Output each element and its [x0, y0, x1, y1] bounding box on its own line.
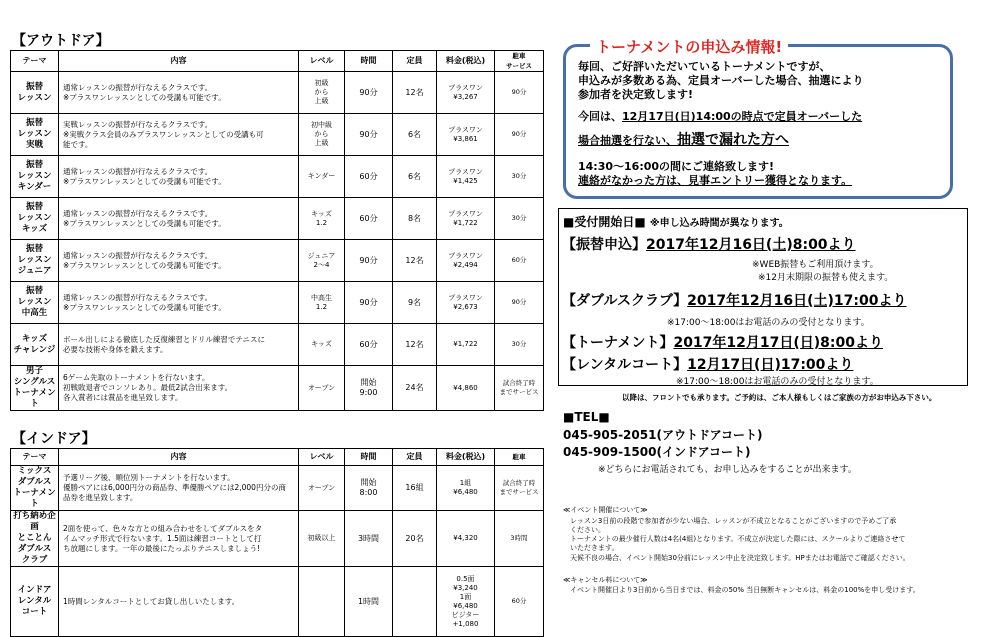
indoor-cell-cap: 16組 — [393, 466, 437, 511]
outdoor-cell-cap: 12名 — [393, 72, 437, 114]
outdoor-cell-theme: 振替 レッスン キッズ — [11, 198, 59, 240]
indoor-cell-time: 開始 8:00 — [345, 466, 393, 511]
outdoor-cell-parking: 90分 — [495, 114, 544, 156]
reception-head-a: ■受付開始日■ — [563, 215, 646, 229]
outdoor-cell-level: キンダー — [299, 156, 345, 198]
reception-rental — [562, 354, 853, 374]
outdoor-cell-fee: プラスワン ¥2,494 — [437, 240, 495, 282]
tournament-info-title: トーナメントの申込み情報! — [590, 36, 788, 57]
outdoor-cell-parking: 試合終了時 までサービス — [495, 366, 544, 411]
outdoor-cell-cap: 6名 — [393, 156, 437, 198]
outdoor-row — [11, 282, 544, 324]
tournament-line-5b: 抽選で漏れた方へ — [677, 132, 789, 148]
outdoor-cell-fee: プラスワン ¥1,722 — [437, 198, 495, 240]
indoor-cell-fee: 0.5面 ¥3,240 1面 ¥6,480 ビジター +1,080 — [437, 567, 495, 637]
outdoor-cell-fee: ¥4,860 — [437, 366, 495, 411]
outdoor-title: 【アウトドア】 — [12, 33, 110, 49]
tournament-line-4b: 12月17日(日)14:00の時点で定員オーバーした — [622, 110, 863, 123]
outdoor-cell-fee: プラスワン ¥1,425 — [437, 156, 495, 198]
rental-note: ※17:00～18:00はお電話のみの受付となります。 — [676, 377, 879, 387]
indoor-table — [10, 448, 544, 637]
rental-date: 12月17日(日)17:00より — [687, 357, 854, 373]
indoor-cell-theme: ミックス ダブルス トーナメント — [11, 466, 59, 511]
indoor-header-1: 内容 — [59, 449, 299, 466]
indoor-cell-cap — [393, 567, 437, 637]
outdoor-cell-content: 通常レッスンの振替が行なえるクラスです。 ※プラスワンレッスンとしての受講も可能です。 — [59, 198, 299, 240]
doubles-date: 2017年12月16日(土)17:00より — [687, 293, 907, 309]
indoor-header-4: 定員 — [393, 449, 437, 466]
outdoor-row — [11, 156, 544, 198]
tournament-line-7: 連絡がなかった方は、見事エントリー獲得となります。 — [578, 174, 853, 187]
outdoor-cell-level: キッズ — [299, 324, 345, 366]
cancel-notes-head: ≪キャンセル料について≫ — [563, 576, 648, 584]
tournament-line-1: 毎回、ご好評いただいているトーナメントですが、 — [578, 60, 831, 73]
tournament-line-4a: 今回は、 — [578, 110, 622, 123]
tournament-date: 2017年12月17日(日)8:00より — [673, 335, 884, 351]
outdoor-cell-content: ボール出しによる徹底した反復練習とドリル練習でテニスに 必要な技術や身体を鍛えます。 — [59, 324, 299, 366]
indoor-cell-content: 1時間レンタルコートとしてお貸し出しいたします。 — [59, 567, 299, 637]
outdoor-cell-parking: 90分 — [495, 72, 544, 114]
indoor-cell-content: 予選リーグ後、順位別トーナメントを行ないます。 優勝ペアには6,000円分の商品券、準優勝ペアには2,000円分の商 品券を進呈致します。 — [59, 466, 299, 511]
reception-doubles — [562, 290, 906, 310]
outdoor-header-1: 内容 — [59, 51, 299, 72]
outdoor-cell-theme: 振替 レッスン 中高生 — [11, 282, 59, 324]
outdoor-cell-parking: 60分 — [495, 240, 544, 282]
reception-head — [563, 213, 789, 230]
furikae-date: 2017年12月16日(土)8:00より — [646, 237, 856, 253]
indoor-cell-fee: ¥4,320 — [437, 511, 495, 567]
outdoor-header-5: 料金(税込) — [437, 51, 495, 72]
indoor-header-2: レベル — [299, 449, 345, 466]
outdoor-header-6: 駐車 サービス — [495, 51, 544, 72]
outdoor-table — [10, 50, 544, 411]
outdoor-header-4: 定員 — [393, 51, 437, 72]
tel-line-1[interactable]: 045-905-2051(アウトドアコート) — [563, 428, 763, 442]
indoor-cell-cap: 20名 — [393, 511, 437, 567]
outdoor-cell-theme: 振替 レッスン — [11, 72, 59, 114]
indoor-cell-level — [299, 567, 345, 637]
indoor-cell-fee: 1組 ¥6,480 — [437, 466, 495, 511]
outdoor-cell-time: 60分 — [345, 198, 393, 240]
indoor-row — [11, 567, 544, 637]
outdoor-header-0: テーマ — [11, 51, 59, 72]
outdoor-row — [11, 198, 544, 240]
outdoor-cell-cap: 24名 — [393, 366, 437, 411]
event-notes-l3: トーナメントの最少催行人数は4名(4組)となります。不成立が決定した際には、スクールよりご連絡させて — [570, 535, 906, 543]
rental-label: 【レンタルコート】 — [562, 357, 688, 373]
reception-head-b: ※申し込み時間が異なります。 — [649, 218, 789, 229]
outdoor-cell-parking: 90分 — [495, 282, 544, 324]
outdoor-cell-theme: 振替 レッスン ジュニア — [11, 240, 59, 282]
tournament-line-5 — [578, 133, 789, 148]
furikae-note-2: ※12月末期限の振替も使えます。 — [758, 273, 894, 283]
indoor-row — [11, 466, 544, 511]
outdoor-cell-level: キッズ 1.2 — [299, 198, 345, 240]
outdoor-cell-level: 中高生 1.2 — [299, 282, 345, 324]
event-notes-l5: 天候不良の場合、イベント開始30分前にレッスン中止を決定致します。HPまたはお電話でご確認ください。 — [570, 554, 910, 562]
outdoor-cell-cap: 12名 — [393, 324, 437, 366]
outdoor-cell-time: 90分 — [345, 114, 393, 156]
indoor-cell-level: 初級以上 — [299, 511, 345, 567]
indoor-cell-parking: 試合終了時 までサービス — [495, 466, 544, 511]
tournament-line-6: 14:30～16:00の間にご連絡致します! — [578, 160, 775, 173]
indoor-cell-parking: 60分 — [495, 567, 544, 637]
outdoor-cell-cap: 9名 — [393, 282, 437, 324]
outdoor-cell-theme: 振替 レッスン キンダー — [11, 156, 59, 198]
indoor-cell-content: 2面を使って、色々な方との組み合わせをしてダブルスをタ イムマッチ形式で行ないます。1.5面は練習コートとして打 ち放題にします。一年の最後にたっぷりテニスしましょう! — [59, 511, 299, 567]
outdoor-cell-fee: プラスワン ¥3,861 — [437, 114, 495, 156]
furikae-label: 【振替申込】 — [562, 237, 646, 253]
outdoor-cell-fee: プラスワン ¥3,267 — [437, 72, 495, 114]
event-notes-l1: レッスン3日前の段階で参加者が少ない場合、レッスンが不成立となることがございますので予めご了承 — [570, 517, 897, 525]
outdoor-cell-time: 60分 — [345, 324, 393, 366]
outdoor-header-2: レベル — [299, 51, 345, 72]
outdoor-cell-content: 通常レッスンの振替が行なえるクラスです。 ※プラスワンレッスンとしての受講も可能です。 — [59, 156, 299, 198]
cancel-notes-l1: イベント開催日より3日前から当日までは、料金の50% 当日無断キャンセルは、料金の100%を申し受けます。 — [570, 586, 920, 594]
outdoor-cell-cap: 8名 — [393, 198, 437, 240]
event-notes-l2: ください。 — [570, 526, 605, 534]
indoor-header-6: 駐車 — [495, 449, 544, 466]
outdoor-cell-content: 実戦レッスンの振替が行なえるクラスです。 ※実戦クラス会員のみプラスワンレッスンとしての受講も可 能です。 — [59, 114, 299, 156]
tournament-line-4 — [578, 110, 862, 124]
outdoor-row — [11, 366, 544, 411]
outdoor-row — [11, 324, 544, 366]
outdoor-row — [11, 240, 544, 282]
tel-line-2[interactable]: 045-909-1500(インドアコート) — [563, 445, 751, 459]
doubles-note: ※17:00～18:00はお電話のみの受付となります。 — [667, 318, 870, 328]
outdoor-cell-level: 初級 から 上級 — [299, 72, 345, 114]
tournament-line-2: 申込みが多数ある為、定員オーバーした場合、抽選により — [578, 74, 864, 87]
tournament-line-3: 参加者を決定致します! — [578, 88, 694, 101]
tournament-line-5a: 場合抽選を行ない、 — [578, 134, 677, 147]
reception-tournament — [562, 332, 883, 352]
outdoor-cell-parking: 30分 — [495, 198, 544, 240]
indoor-row — [11, 511, 544, 567]
indoor-cell-time: 1時間 — [345, 567, 393, 637]
outdoor-cell-fee: プラスワン ¥2,673 — [437, 282, 495, 324]
outdoor-cell-parking: 30分 — [495, 156, 544, 198]
outdoor-cell-time: 90分 — [345, 72, 393, 114]
outdoor-cell-level: 初中級 から 上級 — [299, 114, 345, 156]
outdoor-cell-content: 通常レッスンの振替が行なえるクラスです。 ※プラスワンレッスンとしての受講も可能です。 — [59, 240, 299, 282]
outdoor-header-3: 時間 — [345, 51, 393, 72]
outdoor-cell-time: 90分 — [345, 282, 393, 324]
outdoor-cell-parking: 30分 — [495, 324, 544, 366]
outdoor-cell-level: オープン — [299, 366, 345, 411]
after-note: 以降は、フロントでも承ります。ご予約は、ご本人様もしくはご家族の方がお申込み下さい。 — [622, 393, 937, 402]
indoor-cell-time: 3時間 — [345, 511, 393, 567]
outdoor-cell-cap: 12名 — [393, 240, 437, 282]
outdoor-cell-content: 6ゲーム先取のトーナメントを行ないます。 初戦敗退者でコンソレあり。最低2試合出来ます。 各入賞者には賞品を進呈致します。 — [59, 366, 299, 411]
outdoor-cell-theme: 振替 レッスン 実戦 — [11, 114, 59, 156]
event-notes-l4: いただきます。 — [570, 544, 619, 552]
furikae-note-1: ※WEB振替もご利用頂けます。 — [752, 260, 879, 270]
outdoor-cell-fee: ¥1,722 — [437, 324, 495, 366]
outdoor-cell-level: ジュニア 2～4 — [299, 240, 345, 282]
outdoor-row — [11, 114, 544, 156]
event-notes-head: ≪イベント開催について≫ — [563, 506, 648, 514]
doubles-label: 【ダブルスクラブ】 — [562, 293, 688, 309]
outdoor-cell-time: 60分 — [345, 156, 393, 198]
indoor-cell-theme: 打ち納め企画 とことん ダブルス クラブ — [11, 511, 59, 567]
indoor-header-5: 料金(税込) — [437, 449, 495, 466]
outdoor-cell-content: 通常レッスンの振替が行なえるクラスです。 ※プラスワンレッスンとしての受講も可能です。 — [59, 72, 299, 114]
outdoor-cell-cap: 6名 — [393, 114, 437, 156]
outdoor-cell-content: 通常レッスンの振替が行なえるクラスです。 ※プラスワンレッスンとしての受講も可能です。 — [59, 282, 299, 324]
indoor-header-0: テーマ — [11, 449, 59, 466]
indoor-header-3: 時間 — [345, 449, 393, 466]
outdoor-cell-time: 開始 9:00 — [345, 366, 393, 411]
outdoor-cell-theme: キッズ チャレンジ — [11, 324, 59, 366]
tel-note: ※どちらにお電話されても、お申し込みをすることが出来ます。 — [598, 465, 857, 475]
reception-furikae — [562, 234, 856, 254]
outdoor-row — [11, 72, 544, 114]
tournament-label: 【トーナメント】 — [562, 335, 674, 351]
outdoor-cell-theme: 男子 シングルス トーナメント — [11, 366, 59, 411]
outdoor-cell-time: 90分 — [345, 240, 393, 282]
indoor-cell-parking: 3時間 — [495, 511, 544, 567]
tel-head: ■TEL■ — [563, 410, 610, 424]
indoor-cell-level: オープン — [299, 466, 345, 511]
indoor-cell-theme: インドア レンタル コート — [11, 567, 59, 637]
indoor-title: 【インドア】 — [12, 431, 96, 447]
